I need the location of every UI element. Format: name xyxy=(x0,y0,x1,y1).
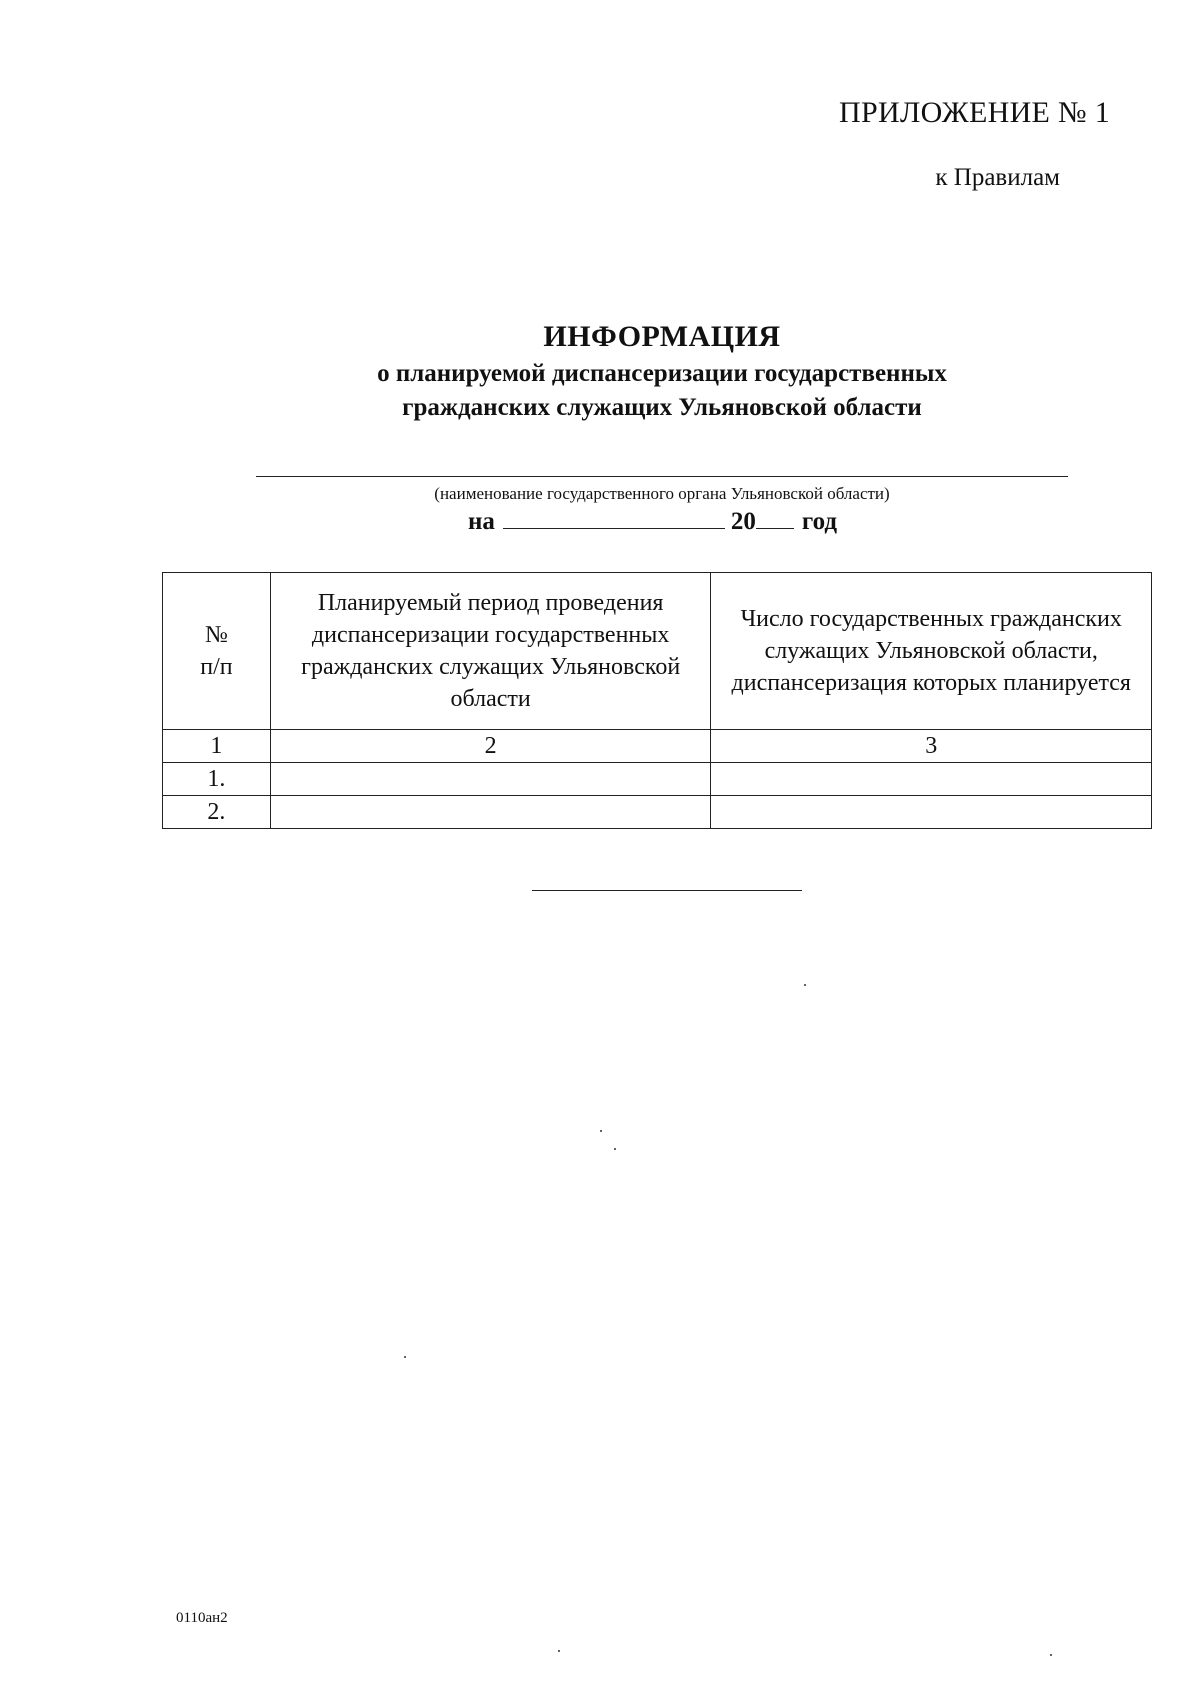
year-blank xyxy=(756,508,794,529)
header-count: Число государственных гражданских служащих Ульяновской области, диспансеризация которых планируется xyxy=(711,573,1152,730)
table-header-row xyxy=(163,573,1152,730)
document-code: 0110ан2 xyxy=(176,1610,228,1626)
scan-speck xyxy=(558,1650,560,1652)
period-line xyxy=(468,508,837,536)
header-period: Планируемый период проведения диспансеризации государственных гражданских служащих Ульяновской области xyxy=(270,573,711,730)
header-number-abbr: п/п xyxy=(200,654,233,680)
scan-speck xyxy=(804,984,806,986)
subtitle-line-2: гражданских служащих Ульяновской области xyxy=(402,394,922,421)
table-row xyxy=(163,796,1152,829)
column-number: 2 xyxy=(270,730,711,763)
document-title: ИНФОРМАЦИЯ xyxy=(543,320,781,353)
column-number: 1 xyxy=(163,730,271,763)
row-number: 1. xyxy=(163,763,271,796)
row-count-cell xyxy=(711,796,1152,829)
table-row xyxy=(163,763,1152,796)
closing-line xyxy=(532,890,802,891)
column-number: 3 xyxy=(711,730,1152,763)
header-number xyxy=(163,573,271,730)
period-year-prefix: 20 xyxy=(730,508,756,535)
header-number-sign: № xyxy=(204,622,228,648)
document-subtitle xyxy=(0,357,1200,425)
period-prefix: на xyxy=(468,508,495,535)
plan-table xyxy=(162,572,1152,829)
column-number-row xyxy=(163,730,1152,763)
scan-speck xyxy=(614,1148,616,1150)
row-period-cell xyxy=(270,796,711,829)
scan-speck xyxy=(404,1356,406,1358)
scan-speck xyxy=(1050,1654,1052,1656)
scan-speck xyxy=(600,1130,602,1132)
organization-caption: (наименование государственного органа Ульяновской области) xyxy=(434,484,890,503)
row-period-cell xyxy=(270,763,711,796)
appendix-reference: к Правилам xyxy=(935,164,1060,191)
subtitle-line-1: о планируемой диспансеризации государственных xyxy=(377,360,947,387)
organization-name-line xyxy=(256,476,1068,477)
appendix-title: ПРИЛОЖЕНИЕ № 1 xyxy=(839,96,1110,129)
period-suffix: год xyxy=(801,508,838,535)
period-blank xyxy=(503,508,725,529)
row-count-cell xyxy=(711,763,1152,796)
row-number: 2. xyxy=(163,796,271,829)
